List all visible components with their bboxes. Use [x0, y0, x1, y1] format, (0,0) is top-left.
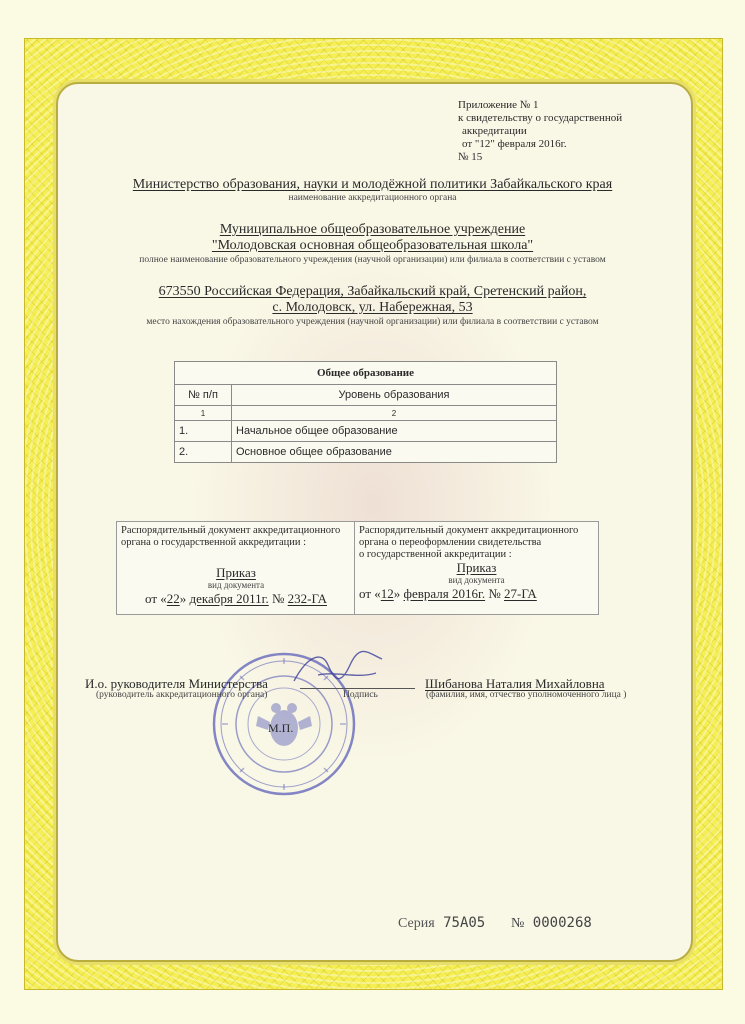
column-header-level: Уровень образования — [232, 385, 557, 406]
institution-block — [56, 222, 689, 265]
num-prefix: № — [485, 586, 504, 601]
signatory-name-caption: (фамилия, имя, отчество уполномоченного лица ) — [426, 690, 627, 700]
table-row — [175, 442, 557, 463]
doc-text: о государственной аккредитации : — [359, 549, 512, 560]
row-level: Основное общее образование — [232, 442, 557, 463]
reissue-order-box — [354, 521, 599, 615]
column-header-number: № п/п — [175, 385, 232, 406]
date-day: 12 — [380, 586, 394, 601]
appendix-header — [458, 99, 658, 164]
num-prefix: № — [268, 591, 288, 606]
date-mid: » — [179, 591, 190, 606]
date-mid: » — [393, 586, 404, 601]
signature-caption: Подпись — [343, 690, 378, 700]
series-label: Серия — [398, 916, 435, 931]
address-block — [56, 284, 689, 327]
authority-block — [56, 177, 689, 203]
series-value: 75А05 — [443, 915, 486, 931]
authority-name: Министерство образования, науки и молодёжной политики Забайкальского края — [132, 177, 613, 192]
table-row — [175, 421, 557, 442]
date-day: 22 — [166, 591, 180, 606]
doc-kind-caption: вид документа — [207, 580, 265, 590]
signature-line — [300, 688, 415, 689]
doc-number: 27-ГА — [503, 586, 537, 601]
doc-kind: Приказ — [456, 560, 497, 575]
seal-label: М.П. — [268, 721, 294, 735]
row-level: Начальное общее образование — [232, 421, 557, 442]
institution-line2: "Молодовская основная общеобразовательная школа" — [211, 238, 534, 253]
table-title: Общее образование — [175, 362, 557, 385]
doc-number: 232-ГА — [287, 591, 327, 606]
series-field — [398, 915, 485, 932]
address-line1: 673550 Российская Федерация, Забайкальский край, Сретенский район, — [158, 284, 587, 299]
doc-date — [355, 588, 598, 600]
date-month-year: декабря 2011г. — [189, 591, 269, 606]
education-levels-table — [174, 361, 557, 463]
authority-caption: наименование аккредитационного органа — [288, 193, 457, 203]
institution-caption: полное наименование образовательного учреждения (научной организации) или филиала в соответствии с уставом — [139, 255, 606, 265]
doc-date — [117, 593, 355, 605]
doc-text: Распорядительный документ аккредитационного — [121, 525, 341, 536]
date-month-year: февраля 2016г. — [403, 586, 486, 601]
accreditation-order-box — [116, 521, 356, 615]
signatory-role-caption: (руководитель аккредитационного органа) — [96, 690, 268, 700]
row-number: 1. — [175, 421, 232, 442]
date-prefix: от « — [359, 586, 381, 601]
number-label: № — [511, 916, 525, 931]
doc-text: органа о переоформлении свидетельства — [359, 537, 542, 548]
number-value: 0000268 — [532, 915, 592, 931]
row-number: 2. — [175, 442, 232, 463]
signatory-name: Шибанова Наталия Михайловна — [425, 676, 605, 691]
signatory-role: И.о. руководителя Министерства — [85, 676, 268, 691]
address-caption: место нахождения образовательного учреждения (научной организации) или филиала в соответствии с уставом — [146, 317, 599, 327]
column-index: 2 — [232, 406, 557, 421]
column-index: 1 — [175, 406, 232, 421]
appendix-line: к свидетельству о государственной — [458, 112, 623, 124]
number-field — [511, 915, 592, 932]
doc-text: органа о государственной аккредитации : — [121, 537, 307, 548]
doc-kind-caption: вид документа — [448, 575, 505, 585]
appendix-line: аккредитации — [462, 125, 527, 137]
address-line2: с. Молодовск, ул. Набережная, 53 — [272, 300, 473, 315]
doc-kind: Приказ — [216, 565, 256, 580]
appendix-line: Приложение № 1 — [458, 99, 539, 111]
institution-line1: Муниципальное общеобразовательное учреждение — [219, 222, 526, 237]
appendix-line: № 15 — [458, 151, 483, 163]
doc-text: Распорядительный документ аккредитационного — [359, 525, 579, 536]
appendix-line: от "12" февраля 2016г. — [462, 138, 567, 150]
date-prefix: от « — [144, 591, 167, 606]
